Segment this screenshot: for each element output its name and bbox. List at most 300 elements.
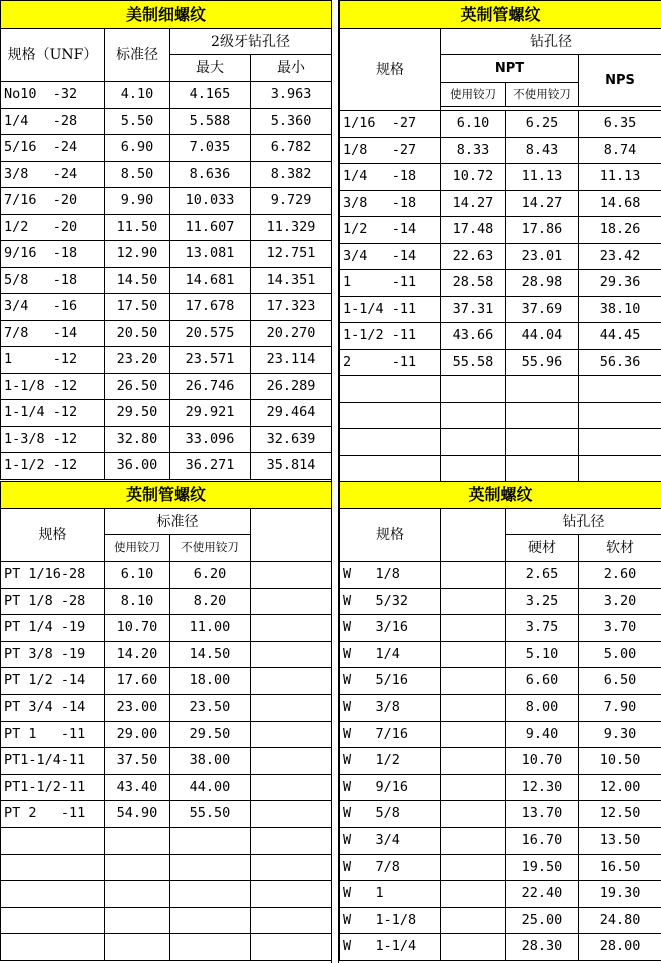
empty-cell bbox=[105, 827, 170, 854]
w-table bbox=[339, 481, 661, 961]
spec-cell: W 1/8 bbox=[340, 562, 441, 589]
table-row bbox=[340, 137, 661, 164]
empty-cell bbox=[105, 854, 170, 881]
table-row bbox=[340, 588, 661, 615]
unf-max-header: 最大 bbox=[170, 55, 251, 82]
std-cell: 4.10 bbox=[105, 82, 170, 109]
table-row bbox=[340, 668, 661, 695]
npt-nps-header: NPS bbox=[579, 55, 661, 107]
spec-cell: PT 2 -11 bbox=[1, 801, 105, 828]
empty-cell bbox=[441, 376, 506, 403]
empty-cell bbox=[251, 934, 332, 961]
spec-cell: W 5/8 bbox=[340, 801, 441, 828]
npt-npt-header: NPT bbox=[441, 55, 579, 83]
reamer-cell: 28.58 bbox=[441, 270, 506, 297]
noreamer-cell: 44.04 bbox=[506, 323, 579, 350]
empty-cell bbox=[441, 694, 506, 721]
table-row bbox=[1, 320, 332, 347]
max-cell: 7.035 bbox=[170, 135, 251, 162]
npt-table bbox=[339, 0, 661, 509]
spec-cell: 1-1/8 -12 bbox=[1, 373, 105, 400]
empty-cell bbox=[251, 615, 332, 642]
empty-cell bbox=[441, 748, 506, 775]
table-row bbox=[1, 615, 332, 642]
max-cell: 11.607 bbox=[170, 214, 251, 241]
table-row bbox=[1, 161, 332, 188]
max-cell: 8.636 bbox=[170, 161, 251, 188]
spec-cell: 1-1/4 -11 bbox=[340, 296, 441, 323]
hard-cell: 19.50 bbox=[506, 854, 579, 881]
min-cell: 20.270 bbox=[251, 320, 332, 347]
min-cell: 11.329 bbox=[251, 214, 332, 241]
min-cell: 5.360 bbox=[251, 108, 332, 135]
soft-cell: 28.00 bbox=[579, 934, 661, 961]
reamer-cell: 22.63 bbox=[441, 243, 506, 270]
table-row bbox=[1, 774, 332, 801]
min-cell: 3.963 bbox=[251, 82, 332, 109]
table-row bbox=[1, 934, 332, 961]
empty-cell bbox=[441, 402, 506, 429]
reamer-cell: 17.48 bbox=[441, 217, 506, 244]
table-row bbox=[340, 323, 661, 350]
noreamer-cell: 28.98 bbox=[506, 270, 579, 297]
spec-cell: W 1-1/4 bbox=[340, 934, 441, 961]
table-row bbox=[1, 694, 332, 721]
table-row bbox=[340, 934, 661, 961]
noreamer-cell: 8.20 bbox=[170, 588, 251, 615]
empty-cell bbox=[579, 455, 661, 482]
table-row bbox=[1, 135, 332, 162]
w-empty-header bbox=[441, 509, 506, 562]
soft-cell: 7.90 bbox=[579, 694, 661, 721]
min-cell: 14.351 bbox=[251, 267, 332, 294]
max-cell: 5.588 bbox=[170, 108, 251, 135]
empty-cell bbox=[251, 854, 332, 881]
table-row bbox=[1, 241, 332, 268]
empty-cell bbox=[441, 854, 506, 881]
unf-title: 美制细螺纹 bbox=[1, 1, 332, 29]
spec-cell: 5/8 -18 bbox=[1, 267, 105, 294]
spec-cell: W 1/2 bbox=[340, 748, 441, 775]
table-row bbox=[340, 562, 661, 589]
min-cell: 23.114 bbox=[251, 347, 332, 374]
empty-cell bbox=[441, 455, 506, 482]
noreamer-cell: 29.50 bbox=[170, 721, 251, 748]
empty-cell bbox=[251, 562, 332, 589]
empty-cell bbox=[579, 429, 661, 456]
hard-cell: 6.60 bbox=[506, 668, 579, 695]
soft-cell: 24.80 bbox=[579, 907, 661, 934]
w-soft-header: 软材 bbox=[579, 535, 661, 562]
std-cell: 23.20 bbox=[105, 347, 170, 374]
spec-cell: 7/8 -14 bbox=[1, 320, 105, 347]
table-row bbox=[340, 748, 661, 775]
soft-cell: 12.50 bbox=[579, 801, 661, 828]
table-row bbox=[340, 402, 661, 429]
reamer-cell: 43.40 bbox=[105, 774, 170, 801]
noreamer-cell: 14.50 bbox=[170, 641, 251, 668]
table-row bbox=[340, 774, 661, 801]
noreamer-cell: 55.50 bbox=[170, 801, 251, 828]
npt-drill-header: 钻孔径 bbox=[441, 29, 661, 55]
spec-cell: PT 3/8 -19 bbox=[1, 641, 105, 668]
min-cell: 32.639 bbox=[251, 426, 332, 453]
empty-cell bbox=[441, 721, 506, 748]
table-row bbox=[1, 347, 332, 374]
noreamer-cell: 23.01 bbox=[506, 243, 579, 270]
nps-cell: 38.10 bbox=[579, 296, 661, 323]
table-row bbox=[340, 349, 661, 376]
soft-cell: 13.50 bbox=[579, 827, 661, 854]
spec-cell: 1-3/8 -12 bbox=[1, 426, 105, 453]
table-row bbox=[340, 854, 661, 881]
max-cell: 26.746 bbox=[170, 373, 251, 400]
spec-cell: W 1/4 bbox=[340, 641, 441, 668]
unf-min-header: 最小 bbox=[251, 55, 332, 82]
std-cell: 9.90 bbox=[105, 188, 170, 215]
table-row bbox=[1, 881, 332, 908]
reamer-cell: 29.00 bbox=[105, 721, 170, 748]
pt-noreamer-header: 不使用铰刀 bbox=[170, 535, 251, 562]
nps-cell: 11.13 bbox=[579, 164, 661, 191]
hard-cell: 28.30 bbox=[506, 934, 579, 961]
empty-cell bbox=[251, 907, 332, 934]
empty-cell bbox=[251, 721, 332, 748]
table-row bbox=[1, 827, 332, 854]
table-row bbox=[340, 243, 661, 270]
empty-cell bbox=[251, 774, 332, 801]
empty-cell bbox=[251, 588, 332, 615]
reamer-cell: 10.72 bbox=[441, 164, 506, 191]
hard-cell: 8.00 bbox=[506, 694, 579, 721]
nps-cell: 8.74 bbox=[579, 137, 661, 164]
spec-cell: W 3/4 bbox=[340, 827, 441, 854]
npt-noreamer-header: 不使用铰刀 bbox=[506, 83, 579, 107]
table-row bbox=[340, 429, 661, 456]
empty-cell bbox=[506, 455, 579, 482]
table-row bbox=[1, 588, 332, 615]
max-cell: 17.678 bbox=[170, 294, 251, 321]
max-cell: 14.681 bbox=[170, 267, 251, 294]
table-row bbox=[1, 907, 332, 934]
empty-cell bbox=[251, 801, 332, 828]
reamer-cell: 55.58 bbox=[441, 349, 506, 376]
spec-cell: PT1-1/2-11 bbox=[1, 774, 105, 801]
table-row bbox=[1, 267, 332, 294]
spec-cell: 3/8 -18 bbox=[340, 190, 441, 217]
soft-cell: 2.60 bbox=[579, 562, 661, 589]
table-row bbox=[1, 426, 332, 453]
std-cell: 36.00 bbox=[105, 453, 170, 480]
empty-cell bbox=[1, 907, 105, 934]
std-cell: 8.50 bbox=[105, 161, 170, 188]
empty-cell bbox=[251, 668, 332, 695]
empty-cell bbox=[506, 402, 579, 429]
reamer-cell: 14.20 bbox=[105, 641, 170, 668]
spec-cell: W 7/16 bbox=[340, 721, 441, 748]
empty-cell bbox=[170, 934, 251, 961]
reamer-cell: 8.10 bbox=[105, 588, 170, 615]
pt-empty-header bbox=[251, 509, 332, 562]
empty-cell bbox=[1, 854, 105, 881]
spec-cell: 2 -11 bbox=[340, 349, 441, 376]
empty-cell bbox=[441, 562, 506, 589]
reamer-cell: 43.66 bbox=[441, 323, 506, 350]
table-row bbox=[340, 615, 661, 642]
hard-cell: 9.40 bbox=[506, 721, 579, 748]
noreamer-cell: 6.25 bbox=[506, 111, 579, 138]
spec-cell: 9/16 -18 bbox=[1, 241, 105, 268]
std-cell: 32.80 bbox=[105, 426, 170, 453]
hard-cell: 2.65 bbox=[506, 562, 579, 589]
empty-cell bbox=[251, 881, 332, 908]
hard-cell: 3.25 bbox=[506, 588, 579, 615]
hard-cell: 25.00 bbox=[506, 907, 579, 934]
table-row bbox=[340, 641, 661, 668]
empty-cell bbox=[251, 827, 332, 854]
noreamer-cell: 11.00 bbox=[170, 615, 251, 642]
spec-cell: 1/8 -27 bbox=[340, 137, 441, 164]
reamer-cell: 37.50 bbox=[105, 748, 170, 775]
spec-cell: 3/4 -14 bbox=[340, 243, 441, 270]
table-row bbox=[340, 721, 661, 748]
empty-cell bbox=[506, 429, 579, 456]
table-row bbox=[340, 694, 661, 721]
nps-cell: 29.36 bbox=[579, 270, 661, 297]
std-cell: 17.50 bbox=[105, 294, 170, 321]
empty-cell bbox=[340, 429, 441, 456]
hard-cell: 3.75 bbox=[506, 615, 579, 642]
table-row bbox=[1, 721, 332, 748]
table-row bbox=[340, 907, 661, 934]
hard-cell: 22.40 bbox=[506, 881, 579, 908]
noreamer-cell: 44.00 bbox=[170, 774, 251, 801]
empty-cell bbox=[251, 694, 332, 721]
table-row bbox=[340, 881, 661, 908]
empty-cell bbox=[441, 774, 506, 801]
noreamer-cell: 17.86 bbox=[506, 217, 579, 244]
table-row bbox=[340, 217, 661, 244]
table-row bbox=[340, 164, 661, 191]
pt-reamer-header: 使用铰刀 bbox=[105, 535, 170, 562]
unf-drill-header: 2级牙钻孔径 bbox=[170, 29, 332, 55]
spec-cell: PT 1/8 -28 bbox=[1, 588, 105, 615]
reamer-cell: 54.90 bbox=[105, 801, 170, 828]
soft-cell: 9.30 bbox=[579, 721, 661, 748]
spec-cell: 1/16 -27 bbox=[340, 111, 441, 138]
hard-cell: 10.70 bbox=[506, 748, 579, 775]
npt-title: 英制管螺纹 bbox=[340, 1, 661, 29]
std-cell: 20.50 bbox=[105, 320, 170, 347]
spec-cell: PT 1/16-28 bbox=[1, 562, 105, 589]
noreamer-cell: 11.13 bbox=[506, 164, 579, 191]
spec-cell: PT1-1/4-11 bbox=[1, 748, 105, 775]
reamer-cell: 6.10 bbox=[441, 111, 506, 138]
max-cell: 36.271 bbox=[170, 453, 251, 480]
table-row bbox=[1, 453, 332, 480]
max-cell: 23.571 bbox=[170, 347, 251, 374]
nps-cell: 14.68 bbox=[579, 190, 661, 217]
empty-cell bbox=[170, 827, 251, 854]
table-row bbox=[1, 188, 332, 215]
empty-cell bbox=[251, 748, 332, 775]
spec-cell: 1 -11 bbox=[340, 270, 441, 297]
std-cell: 14.50 bbox=[105, 267, 170, 294]
w-spec-header: 规格 bbox=[340, 509, 441, 562]
table-row bbox=[340, 190, 661, 217]
spec-cell: No10 -32 bbox=[1, 82, 105, 109]
std-cell: 12.90 bbox=[105, 241, 170, 268]
empty-cell bbox=[579, 376, 661, 403]
soft-cell: 12.00 bbox=[579, 774, 661, 801]
std-cell: 11.50 bbox=[105, 214, 170, 241]
min-cell: 6.782 bbox=[251, 135, 332, 162]
spec-cell: 1/2 -20 bbox=[1, 214, 105, 241]
empty-cell bbox=[506, 376, 579, 403]
table-row bbox=[340, 455, 661, 482]
soft-cell: 10.50 bbox=[579, 748, 661, 775]
spec-cell: PT 1/4 -19 bbox=[1, 615, 105, 642]
empty-cell bbox=[441, 827, 506, 854]
hard-cell: 5.10 bbox=[506, 641, 579, 668]
reamer-cell: 17.60 bbox=[105, 668, 170, 695]
spec-cell: 1-1/2 -12 bbox=[1, 453, 105, 480]
spec-cell: 3/4 -16 bbox=[1, 294, 105, 321]
empty-cell bbox=[170, 854, 251, 881]
soft-cell: 16.50 bbox=[579, 854, 661, 881]
spec-cell: 1-1/2 -11 bbox=[340, 323, 441, 350]
reamer-cell: 23.00 bbox=[105, 694, 170, 721]
empty-cell bbox=[340, 455, 441, 482]
max-cell: 33.096 bbox=[170, 426, 251, 453]
empty-cell bbox=[1, 827, 105, 854]
empty-cell bbox=[441, 907, 506, 934]
empty-cell bbox=[340, 402, 441, 429]
noreamer-cell: 37.69 bbox=[506, 296, 579, 323]
table-row bbox=[1, 82, 332, 109]
w-hard-header: 硬材 bbox=[506, 535, 579, 562]
reamer-cell: 37.31 bbox=[441, 296, 506, 323]
nps-cell: 44.45 bbox=[579, 323, 661, 350]
table-row bbox=[340, 296, 661, 323]
spec-cell: W 1-1/8 bbox=[340, 907, 441, 934]
column-gap-divider bbox=[331, 0, 339, 963]
unf-spec-header: 规格（UNF） bbox=[1, 29, 105, 82]
soft-cell: 3.20 bbox=[579, 588, 661, 615]
table-row bbox=[1, 641, 332, 668]
table-row bbox=[1, 748, 332, 775]
reamer-cell: 14.27 bbox=[441, 190, 506, 217]
empty-cell bbox=[441, 615, 506, 642]
w-title: 英制螺纹 bbox=[340, 482, 661, 509]
noreamer-cell: 38.00 bbox=[170, 748, 251, 775]
soft-cell: 5.00 bbox=[579, 641, 661, 668]
pt-std-header: 标准径 bbox=[105, 509, 251, 535]
empty-cell bbox=[105, 934, 170, 961]
table-row bbox=[1, 373, 332, 400]
pt-table bbox=[0, 481, 332, 961]
empty-cell bbox=[1, 934, 105, 961]
max-cell: 20.575 bbox=[170, 320, 251, 347]
pt-spec-header: 规格 bbox=[1, 509, 105, 562]
spec-cell: PT 1/2 -14 bbox=[1, 668, 105, 695]
spec-cell: W 3/16 bbox=[340, 615, 441, 642]
noreamer-cell: 55.96 bbox=[506, 349, 579, 376]
empty-cell bbox=[251, 641, 332, 668]
table-row bbox=[1, 400, 332, 427]
min-cell: 9.729 bbox=[251, 188, 332, 215]
spec-cell: W 3/8 bbox=[340, 694, 441, 721]
noreamer-cell: 14.27 bbox=[506, 190, 579, 217]
hard-cell: 12.30 bbox=[506, 774, 579, 801]
spec-cell: 1/4 -18 bbox=[340, 164, 441, 191]
min-cell: 12.751 bbox=[251, 241, 332, 268]
soft-cell: 6.50 bbox=[579, 668, 661, 695]
w-drill-header: 钻孔径 bbox=[506, 509, 661, 535]
empty-cell bbox=[441, 801, 506, 828]
table-row bbox=[340, 801, 661, 828]
empty-cell bbox=[1, 881, 105, 908]
min-cell: 17.323 bbox=[251, 294, 332, 321]
table-row bbox=[1, 854, 332, 881]
noreamer-cell: 23.50 bbox=[170, 694, 251, 721]
empty-cell bbox=[170, 907, 251, 934]
empty-cell bbox=[441, 429, 506, 456]
min-cell: 26.289 bbox=[251, 373, 332, 400]
table-row bbox=[1, 668, 332, 695]
empty-cell bbox=[105, 907, 170, 934]
soft-cell: 19.30 bbox=[579, 881, 661, 908]
table-row bbox=[1, 801, 332, 828]
std-cell: 5.50 bbox=[105, 108, 170, 135]
spec-cell: W 5/32 bbox=[340, 588, 441, 615]
unf-table bbox=[0, 0, 332, 480]
min-cell: 29.464 bbox=[251, 400, 332, 427]
npt-reamer-header: 使用铰刀 bbox=[441, 83, 506, 107]
spec-cell: W 1 bbox=[340, 881, 441, 908]
nps-cell: 23.42 bbox=[579, 243, 661, 270]
min-cell: 8.382 bbox=[251, 161, 332, 188]
empty-cell bbox=[170, 881, 251, 908]
table-row bbox=[1, 294, 332, 321]
nps-cell: 56.36 bbox=[579, 349, 661, 376]
spec-cell: W 5/16 bbox=[340, 668, 441, 695]
empty-cell bbox=[441, 668, 506, 695]
std-cell: 26.50 bbox=[105, 373, 170, 400]
empty-cell bbox=[441, 881, 506, 908]
min-cell: 35.814 bbox=[251, 453, 332, 480]
pt-title: 英制管螺纹 bbox=[1, 482, 332, 509]
spec-cell: 1-1/4 -12 bbox=[1, 400, 105, 427]
nps-cell: 18.26 bbox=[579, 217, 661, 244]
noreamer-cell: 18.00 bbox=[170, 668, 251, 695]
spec-cell: 1/2 -14 bbox=[340, 217, 441, 244]
table-row bbox=[340, 270, 661, 297]
std-cell: 29.50 bbox=[105, 400, 170, 427]
table-row bbox=[1, 562, 332, 589]
spec-cell: PT 3/4 -14 bbox=[1, 694, 105, 721]
spec-cell: W 7/8 bbox=[340, 854, 441, 881]
spec-cell: PT 1 -11 bbox=[1, 721, 105, 748]
reamer-cell: 6.10 bbox=[105, 562, 170, 589]
nps-cell: 6.35 bbox=[579, 111, 661, 138]
max-cell: 13.081 bbox=[170, 241, 251, 268]
noreamer-cell: 8.43 bbox=[506, 137, 579, 164]
table-row bbox=[340, 376, 661, 403]
spec-cell: 1 -12 bbox=[1, 347, 105, 374]
noreamer-cell: 6.20 bbox=[170, 562, 251, 589]
table-row bbox=[340, 111, 661, 138]
